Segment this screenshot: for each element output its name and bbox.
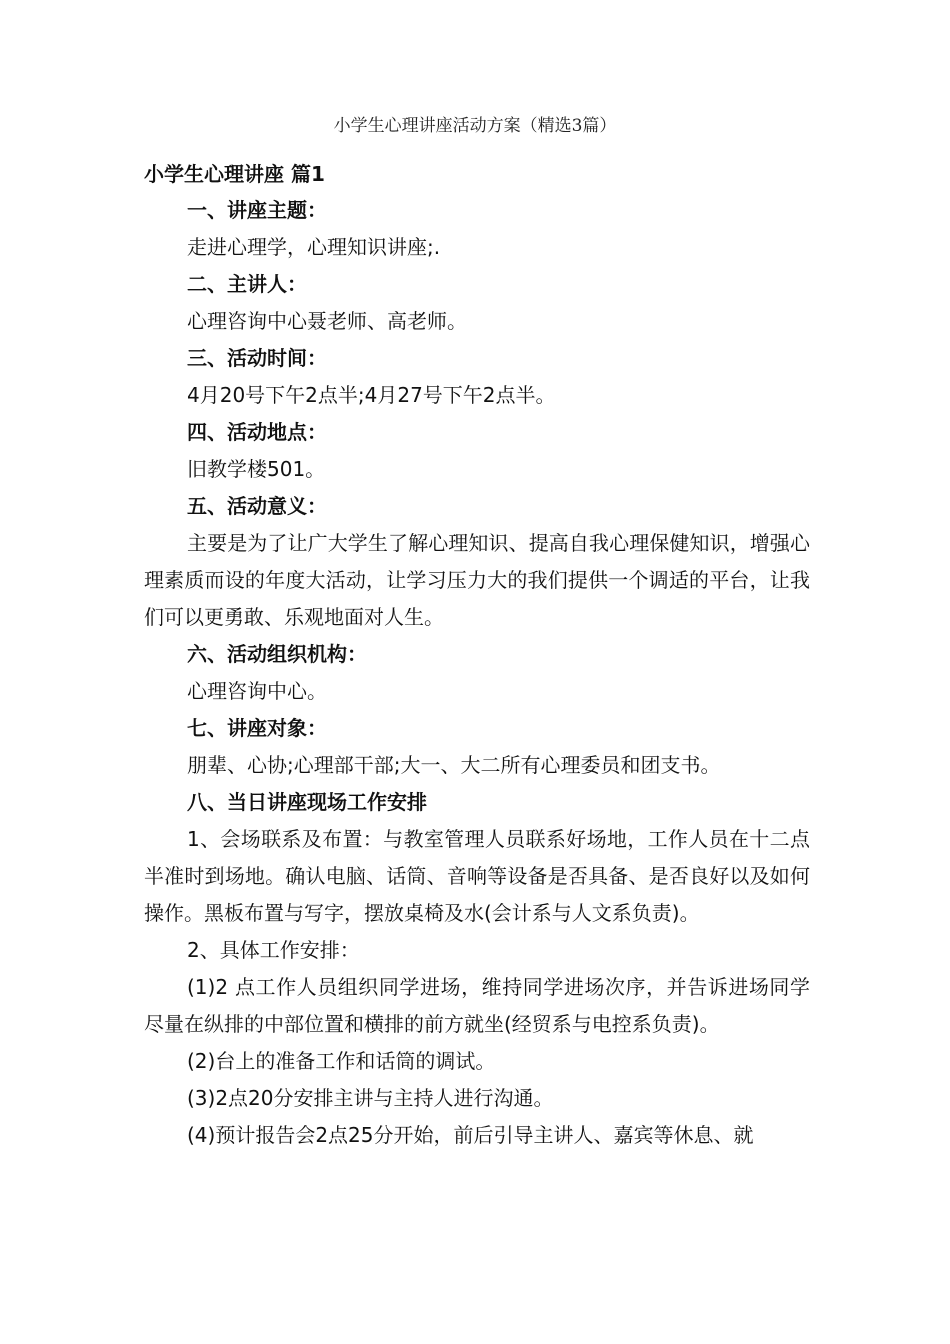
section-heading-speaker: 二、主讲人：	[187, 272, 307, 296]
schedule-item-communication: (3)2点20分安排主讲与主持人进行沟通。	[187, 1086, 554, 1110]
schedule-item-stage-prep: (2)台上的准备工作和话筒的调试。	[187, 1049, 496, 1073]
document-title: 小学生心理讲座活动方案（精选3篇）	[333, 116, 617, 136]
section-heading-location: 四、活动地点：	[187, 420, 327, 444]
section-heading-time: 三、活动时间：	[187, 346, 327, 370]
arrangement-item-schedule: 2、具体工作安排：	[187, 938, 360, 962]
part-heading: 小学生心理讲座 篇1	[144, 162, 325, 186]
section-body-location: 旧教学楼501。	[187, 457, 326, 481]
section-body-organizer: 心理咨询中心。	[187, 679, 327, 703]
section-heading-significance: 五、活动意义：	[187, 494, 327, 518]
schedule-item-start: (4)预计报告会2点25分开始，前后引导主讲人、嘉宾等休息、就	[187, 1123, 754, 1147]
schedule-item-entry: (1)2 点工作人员组织同学进场，维持同学进场次序，并告诉进场同学尽量在纵排的中部位置和横排的前方就坐(经贸系与电控系负责)。	[144, 975, 810, 1036]
section-body-speaker: 心理咨询中心聂老师、高老师。	[187, 309, 467, 333]
section-body-topic: 走进心理学，心理知识讲座;.	[187, 235, 441, 259]
section-body-significance: 主要是为了让广大学生了解心理知识、提高自我心理保健知识，增强心理素质而设的年度大活动，让学习压力大的我们提供一个调适的平台，让我们可以更勇敢、乐观地面对人生。	[144, 531, 810, 629]
section-body-time: 4月20号下午2点半;4月27号下午2点半。	[187, 383, 556, 407]
section-heading-organizer: 六、活动组织机构：	[187, 642, 367, 666]
section-heading-topic: 一、讲座主题：	[187, 198, 327, 222]
section-heading-audience: 七、讲座对象：	[187, 716, 327, 740]
section-body-audience: 朋辈、心协;心理部干部;大一、大二所有心理委员和团支书。	[187, 753, 721, 777]
section-heading-arrangements: 八、当日讲座现场工作安排	[187, 790, 427, 814]
arrangement-item-venue: 1、会场联系及布置：与教室管理人员联系好场地，工作人员在十二点半准时到场地。确认电脑、话筒、音响等设备是否具备、是否良好以及如何操作。黑板布置与写字，摆放桌椅及水(会计系与人文系负责)。	[144, 827, 810, 925]
document-body	[144, 156, 810, 1154]
